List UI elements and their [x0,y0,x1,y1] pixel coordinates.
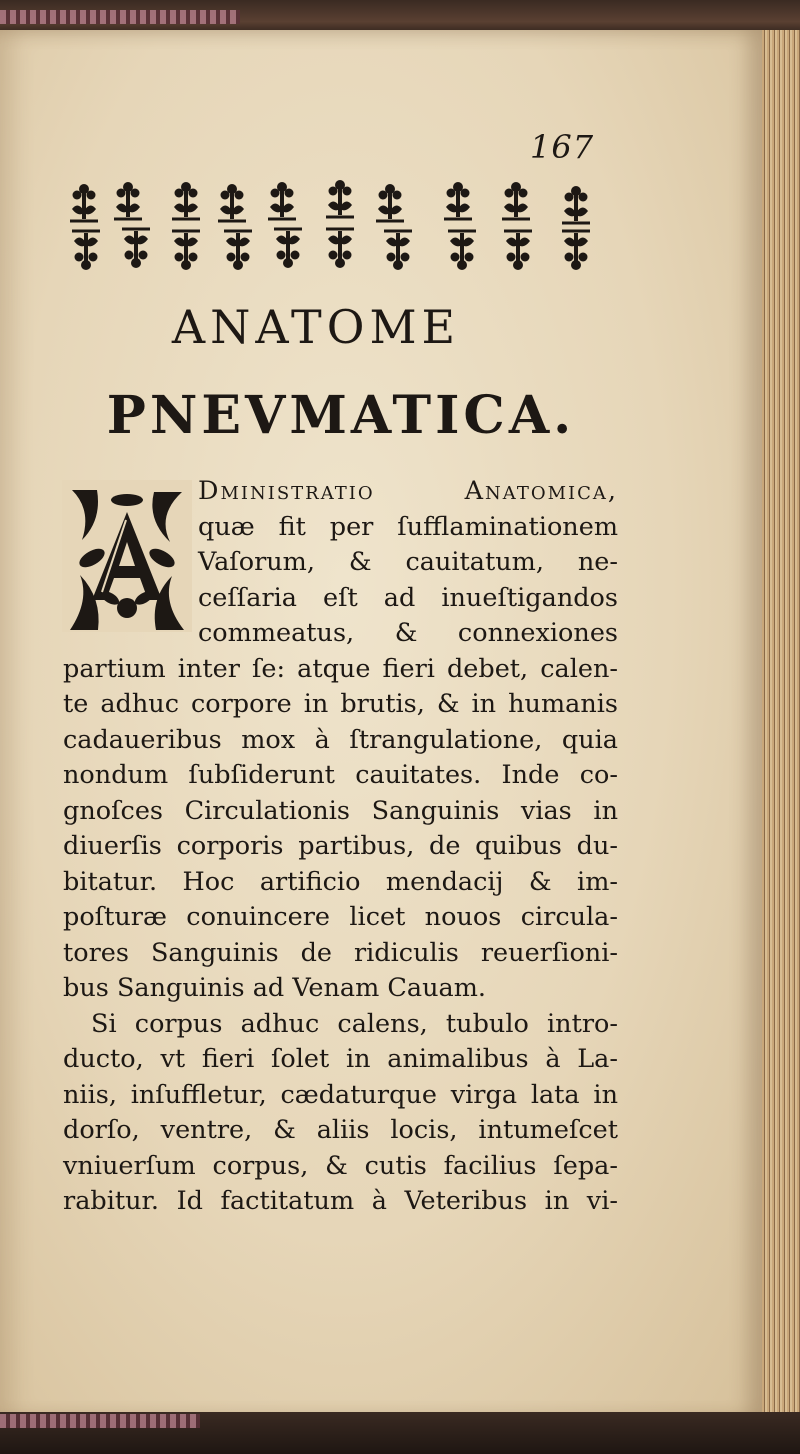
text-line: partium inter ſe: atque fieri debet, calen- [63,653,618,684]
text-line: tores Sanguinis de ridiculis reuerſioni- [63,937,618,968]
headband-stitching [0,10,240,24]
text-line: poſturæ conuincere licet nouos circula- [63,902,618,932]
text-line: quæ fit per ſufflaminationem [198,511,618,542]
text-line: vniuerſum corpus, & cutis facilius ſepa- [63,1150,618,1181]
tailband-stitching [0,1414,200,1428]
text-line: ducto, vt fieri ſolet in animalibus à La- [63,1044,618,1074]
text-line: bitatur. Hoc artificio mendacij & im- [63,866,618,897]
text-line: ceſſaria eſt ad inueſtigandos [198,582,618,613]
text-line: cadaueribus mox à ſtrangulatione, quia [63,724,618,755]
text-line: nondum ſubſiderunt cauitates. Inde co- [63,760,618,790]
text-line: Dministratio Anatomica, [198,476,618,506]
text-line: bus Sanguinis ad Venam Cauam. [63,973,487,1003]
page-number: 167 [530,128,595,166]
title-line-2: PNEVMATICA. [106,385,576,446]
text-line: diuerſis corporis partibus, de quibus du- [63,831,618,861]
fleuron-ornament-band [68,175,608,280]
text-line: rabitur. Id factitatum à Veteribus in vi- [63,1186,618,1216]
text-line: te adhuc corpore in brutis, & in humanis [63,689,618,719]
title-line-1: ANATOME [171,300,461,354]
text-line: commeatus, & connexiones [198,618,618,648]
text-line: dorſo, ventre, & aliis locis, intumeſcet [63,1115,618,1145]
text-line: gnoſces Circulationis Sanguinis vias in [63,795,618,826]
text-line: niis, inſuffletur, cædaturque virga lata in [63,1079,618,1110]
text-line: Vaſorum, & cauitatum, ne- [198,547,618,577]
body-text [63,474,618,1220]
text-line: Si corpus adhuc calens, tubulo intro- [91,1008,618,1039]
